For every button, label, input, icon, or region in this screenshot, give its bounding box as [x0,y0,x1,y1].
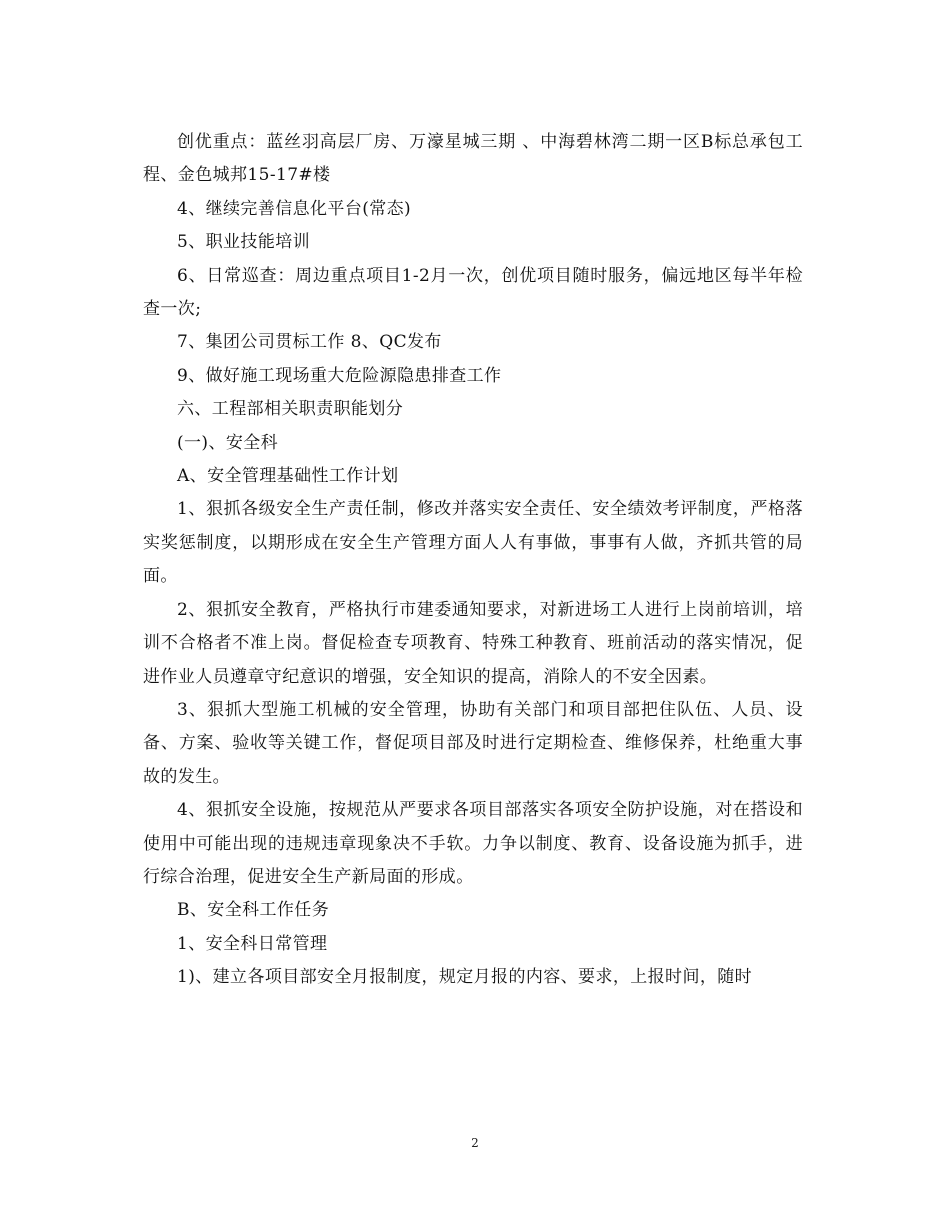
paragraph-a2: 2、狠抓安全教育，严格执行市建委通知要求，对新进场工人进行上岗前培训，培训不合格者不准上岗。督促检查专项教育、特殊工种教育、班前活动的落实情况，促进作业人员遵章守纪意识的增强，安全知识的提高，消除人的不安全因素。 [143,599,803,687]
paragraph-b1-1: 1)、建立各项目部安全月报制度，规定月报的内容、要求，上报时间，随时 [177,967,753,988]
subsection-heading-safety: (一)、安全科 [177,432,279,453]
paragraph-item-4: 4、继续完善信息化平台(常态) [177,198,412,219]
document-body [143,126,803,995]
paragraph-key-projects: 创优重点：蓝丝羽高层厂房、万濠星城三期 、中海碧林湾二期一区B标总承包工程、金色城邦15-17#楼 [143,132,803,186]
paragraph-item-5: 5、职业技能培训 [177,232,311,253]
paragraph-item-9: 9、做好施工现场重大危险源隐患排查工作 [177,365,502,386]
page-number: 2 [471,1136,479,1150]
paragraph-a3: 3、狠抓大型施工机械的安全管理，协助有关部门和项目部把住队伍、人员、设备、方案、验收等关键工作，督促项目部及时进行定期检查、维修保养，杜绝重大事故的发生。 [143,699,803,787]
heading-b-tasks: B、安全科工作任务 [177,900,330,921]
paragraph-a1: 1、狠抓各级安全生产责任制，修改并落实安全责任、安全绩效考评制度，严格落实奖惩制度，以期形成在安全生产管理方面人人有事做，事事有人做，齐抓共管的局面。 [143,499,803,587]
paragraph-b1: 1、安全科日常管理 [177,933,328,954]
paragraph-item-7-8: 7、集团公司贯标工作 8、QC发布 [177,332,442,353]
section-heading-six: 六、工程部相关职责职能划分 [177,399,404,420]
heading-a-plan: A、安全管理基础性工作计划 [177,466,399,487]
paragraph-item-6: 6、日常巡查：周边重点项目1-2月一次，创优项目随时服务，偏远地区每半年检查一次; [143,265,803,320]
paragraph-a4: 4、狠抓安全设施，按规范从严要求各项目部落实各项安全防护设施，对在搭设和使用中可能出现的违规违章现象决不手软。力争以制度、教育、设备设施为抓手，进行综合治理，促进安全生产新局面的形成。 [143,800,803,887]
